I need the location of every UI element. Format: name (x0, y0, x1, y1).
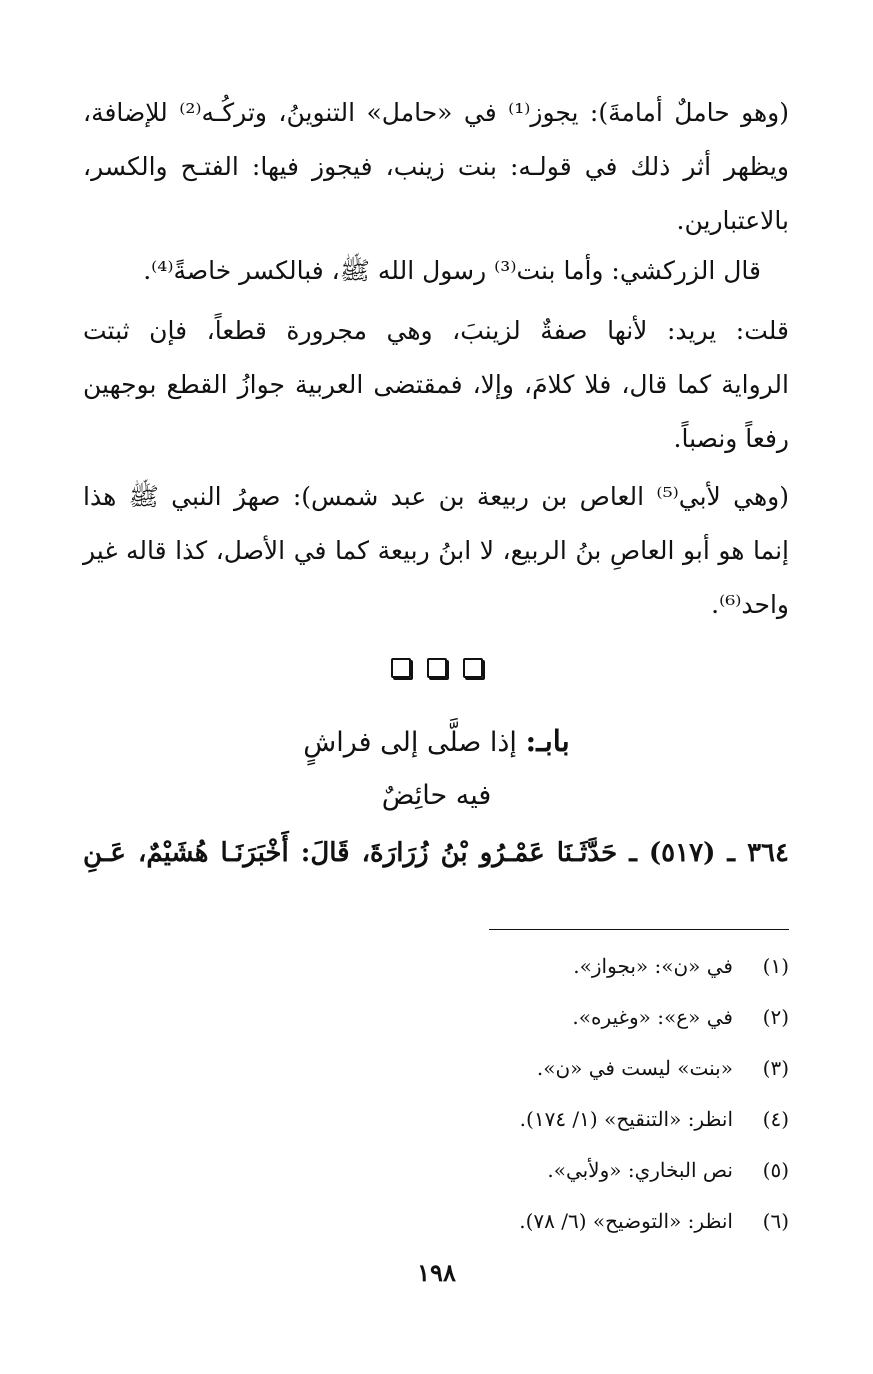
text-line: قلت: يريد: لأنها صفةٌ لزينبَ، وهي مجرورة قطعاً، فإن ثبتت (83, 316, 789, 345)
text-line: (وهو حاملٌ أمامةَ): يجوز⁽¹⁾ في «حامل» التنوينُ، وتركُـه⁽²⁾ للإضافة، (83, 98, 790, 127)
chapter-subtitle: فيه حائِضٌ (381, 780, 492, 811)
footnotes (83, 946, 789, 1252)
text-line: واحد⁽⁶⁾. (711, 590, 789, 619)
square-ornament-icon (391, 658, 411, 678)
footnote-number: (٥) (762, 1158, 789, 1182)
paragraph-2 (83, 244, 789, 298)
paragraph-1 (83, 86, 789, 248)
footnote-item (83, 1099, 789, 1150)
chapter-label: بابـ: (525, 724, 570, 758)
text-line: إنما هو أبو العاصِ بنُ الربيع، لا ابنُ ربيعة كما في الأصل، كذا قاله غير (83, 536, 789, 565)
footnote-text: في «ن»: «بجواز». (573, 954, 733, 978)
footnote-number: (٢) (762, 1005, 789, 1029)
footnote-number: (١) (762, 954, 789, 978)
square-ornament-icon (463, 658, 483, 678)
footnote-text: انظر: «التنقيح» (١/ ١٧٤). (519, 1107, 733, 1131)
footnote-item (83, 1150, 789, 1201)
text-line: الرواية كما قال، فلا كلامَ، وإلا، فمقتضى العربية جوازُ القطع بوجهين (83, 370, 789, 399)
footnote-item (83, 1201, 789, 1252)
chapter-title: إذا صلَّى إلى فراشٍ (303, 727, 517, 758)
footnote-item (83, 1048, 789, 1099)
text-line: رفعاً ونصباً. (673, 424, 789, 453)
text-line: بالاعتبارين. (676, 206, 789, 235)
section-separator (0, 658, 873, 678)
footnote-text: انظر: «التوضيح» (٦/ ٧٨). (519, 1209, 733, 1233)
footnote-text: «بنت» ليست في «ن». (536, 1056, 733, 1080)
footnote-number: (٤) (762, 1107, 789, 1131)
text-line: قال الزركشي: وأما بنت⁽³⁾ رسول الله ﷺ، فبالكسر خاصةً⁽⁴⁾. (143, 256, 761, 285)
text-line: (وهي لأبي⁽⁵⁾ العاص بن ربيعة بن عبد شمس): صهرُ النبي ﷺ هذا (83, 482, 789, 511)
paragraph-4 (83, 470, 789, 632)
footnote-item (83, 997, 789, 1048)
page-number: ١٩٨ (417, 1258, 456, 1287)
footnote-number: (٦) (762, 1209, 789, 1233)
hadith-chain-line: ٣٦٤ ـ (٥١٧) ـ حَدَّثَـنَا عَمْـرُو بْنُ زُرَارَةَ، قَالَ: أَخْبَرَنَـا هُشَيْمٌ، عَـنِ (83, 838, 789, 868)
square-ornament-icon (427, 658, 447, 678)
chapter-heading (0, 724, 873, 758)
footnote-number: (٣) (762, 1056, 789, 1080)
footnote-item (83, 946, 789, 997)
paragraph-3 (83, 304, 789, 466)
footnote-text: في «ع»: «وغيره». (572, 1005, 733, 1029)
footnote-text: نص البخاري: «ولأبي». (547, 1158, 733, 1182)
footnote-divider (489, 929, 789, 930)
text-line: ويظهر أثر ذلك في قولـه: بنت زينب، فيجوز فيها: الفتـح والكسر، (83, 152, 789, 181)
